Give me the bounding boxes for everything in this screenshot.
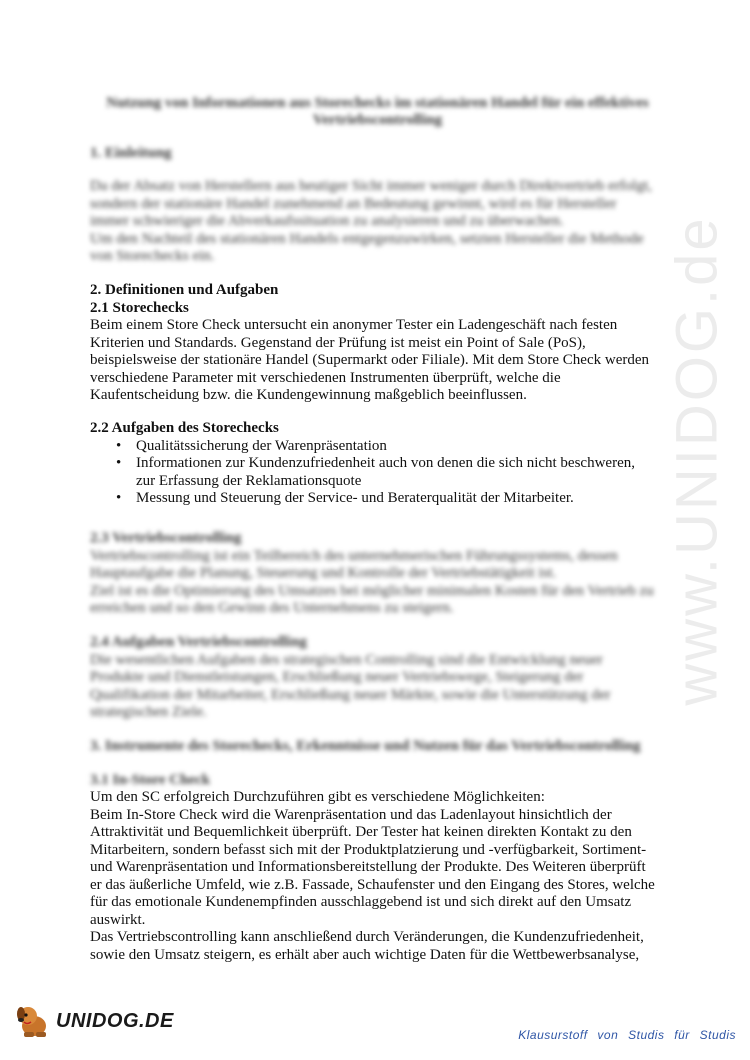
list-item-text: zur Erfassung der Reklamationsquote — [136, 472, 362, 489]
bullet-icon: • — [116, 455, 122, 471]
section-3 — [90, 738, 665, 756]
section-2-4 — [90, 634, 665, 722]
text-line: Produkte und Dienstleistungen, Erschließung neuer Vertriebswege, Steigerung der — [90, 669, 584, 685]
text-line: Die wesentlichen Aufgaben des strategischen Controlling sind die Entwicklung neuer — [90, 651, 603, 668]
section-1 — [90, 145, 665, 163]
text-line: für das emotionale Kundenempfinden ausschlaggebend ist und sich direkt auf den Umsatz — [90, 894, 632, 910]
text-line: Um den SC erfolgreich Durchzuführen gibt es verschiedene Möglichkeiten: — [90, 789, 545, 805]
section-2-2-heading: 2.2 Aufgaben des Storechecks — [90, 420, 279, 436]
unidog-logo[interactable] — [14, 996, 184, 1046]
section-2-4-heading: 2.4 Aufgaben Vertriebscontrolling — [90, 634, 307, 650]
section-2-2 — [90, 420, 665, 508]
text-line: Um den Nachteil des stationären Handels entgegenzuwirken, setzten Hersteller die Methode — [90, 230, 644, 247]
text-line: Das Vertriebscontrolling kann anschließend durch Veränderungen, die Kundenzufriedenheit, — [90, 929, 644, 945]
text-line: Ziel ist es die Optimierung des Umsatzes bei möglicher minimalen Kosten für den Vertrieb zu — [90, 582, 654, 599]
text-line: sowie den Umsatz steigern, es erhält aber auch wichtige Daten für die Wettbewerbsanalyse, — [90, 946, 640, 963]
section-2-3-heading: 2.3 Vertriebscontrolling — [90, 530, 242, 546]
text-line: beispielsweise der stationäre Handel (Supermarkt oder Filiale). Mit dem Store Check werden — [90, 352, 649, 368]
text-line: strategischen Ziele. — [90, 704, 207, 720]
section-2 — [90, 282, 665, 405]
text-line: Beim einem Store Check untersucht ein anonymer Tester ein Ladengeschäft nach festen — [90, 317, 618, 333]
bullet-icon: • — [116, 490, 122, 506]
section-2-3 — [90, 530, 665, 618]
list-item — [90, 455, 665, 490]
text-line: immer schwieriger die Abverkaufssituation zu analysieren und zu überwachen. — [90, 213, 564, 229]
text-line: Kriterien und Standards. Gegenstand der Prüfung ist meist ein Point of Sale (PoS), — [90, 334, 586, 351]
text-line: Mitarbeitern, sondern befasst sich mit der Produktplatzierung und -verfügbarkeit, Sortiment- — [90, 841, 647, 858]
text-line: Qualifikation der Mitarbeiter, Erschließung neuer Märkte, sowie die Unterstützung der — [90, 686, 611, 703]
task-list — [90, 438, 665, 508]
text-line: sondern der stationäre Handel zunehmend an Bedeutung gewinnt, wird es für Hersteller — [90, 195, 617, 212]
footer-tagline: Klausurstoff von Studis für Studis — [518, 1028, 736, 1042]
list-item-text: Messung und Steuerung der Service- und Beraterqualität der Mitarbeiter. — [136, 490, 574, 506]
text-line: erreichen und so den Gewinn des Unternehmens zu steigern. — [90, 600, 454, 616]
watermark-text: www.UNIDOG.de — [664, 214, 730, 706]
section-2-heading: 2. Definitionen und Aufgaben — [90, 282, 279, 298]
logo-text: UNIDOG.DE — [56, 1009, 174, 1032]
dog-mascot-icon — [14, 1002, 52, 1040]
text-line: Da der Absatz von Herstellern aus heutiger Sicht immer weniger durch Direktvertrieb erfolgt, — [90, 178, 652, 194]
text-line: von Storechecks ein. — [90, 248, 215, 264]
section-2-1-heading: 2.1 Storechecks — [90, 299, 189, 316]
section-3-1-body — [90, 789, 665, 964]
text-line: er das äußerliche Umfeld, wie z.B. Fassade, Schaufenster und den Eingang des Stores, welche — [90, 876, 655, 893]
text-line: Hauptaufgabe die Planung, Steuerung und Kontrolle der Vertriebstätigkeit ist. — [90, 565, 557, 581]
section-3-1-heading: 3.1 In-Store Check — [90, 772, 211, 788]
text-line: und Warenpräsentation und Informationsbereitstellung der Produkte. Des Weiteren überprüft — [90, 859, 646, 875]
section-3-1-heading-wrap — [90, 772, 665, 790]
list-item — [90, 490, 665, 508]
list-item-text: Informationen zur Kundenzufriedenheit auch von denen die sich nicht beschweren, — [136, 455, 635, 471]
text-line: Beim In-Store Check wird die Warenpräsentation und das Ladenlayout hinsichtlich der — [90, 806, 612, 823]
text-line: verschiedene Parameter mit verschiedenen Instrumenten überprüft, welche die — [90, 369, 561, 386]
bullet-icon: • — [116, 437, 122, 454]
text-line: Vertriebscontrolling ist ein Teilbereich des unternehmerischen Führungssystems, dessen — [90, 547, 618, 564]
text-line: Attraktivität und Bequemlichkeit überprüft. Der Tester hat keinen direkten Kontakt zu den — [90, 824, 632, 840]
document-title: Nutzung von Informationen aus Storechecks im stationären Handel für ein effektives Vertriebscontrolling — [106, 95, 649, 128]
list-item-text: Qualitätssicherung der Warenpräsentation — [136, 437, 387, 454]
section-3-heading: 3. Instrumente des Storechecks, Erkenntnisse und Nutzen für das Vertriebscontrolling — [90, 738, 641, 754]
section-1-heading: 1. Einleitung — [90, 145, 172, 161]
list-item — [90, 438, 665, 456]
section-1-body — [90, 178, 665, 266]
text-line: Kaufentscheidung bzw. die Kundengewinnung maßgeblich beeinflussen. — [90, 387, 527, 403]
text-line: auswirkt. — [90, 911, 146, 928]
